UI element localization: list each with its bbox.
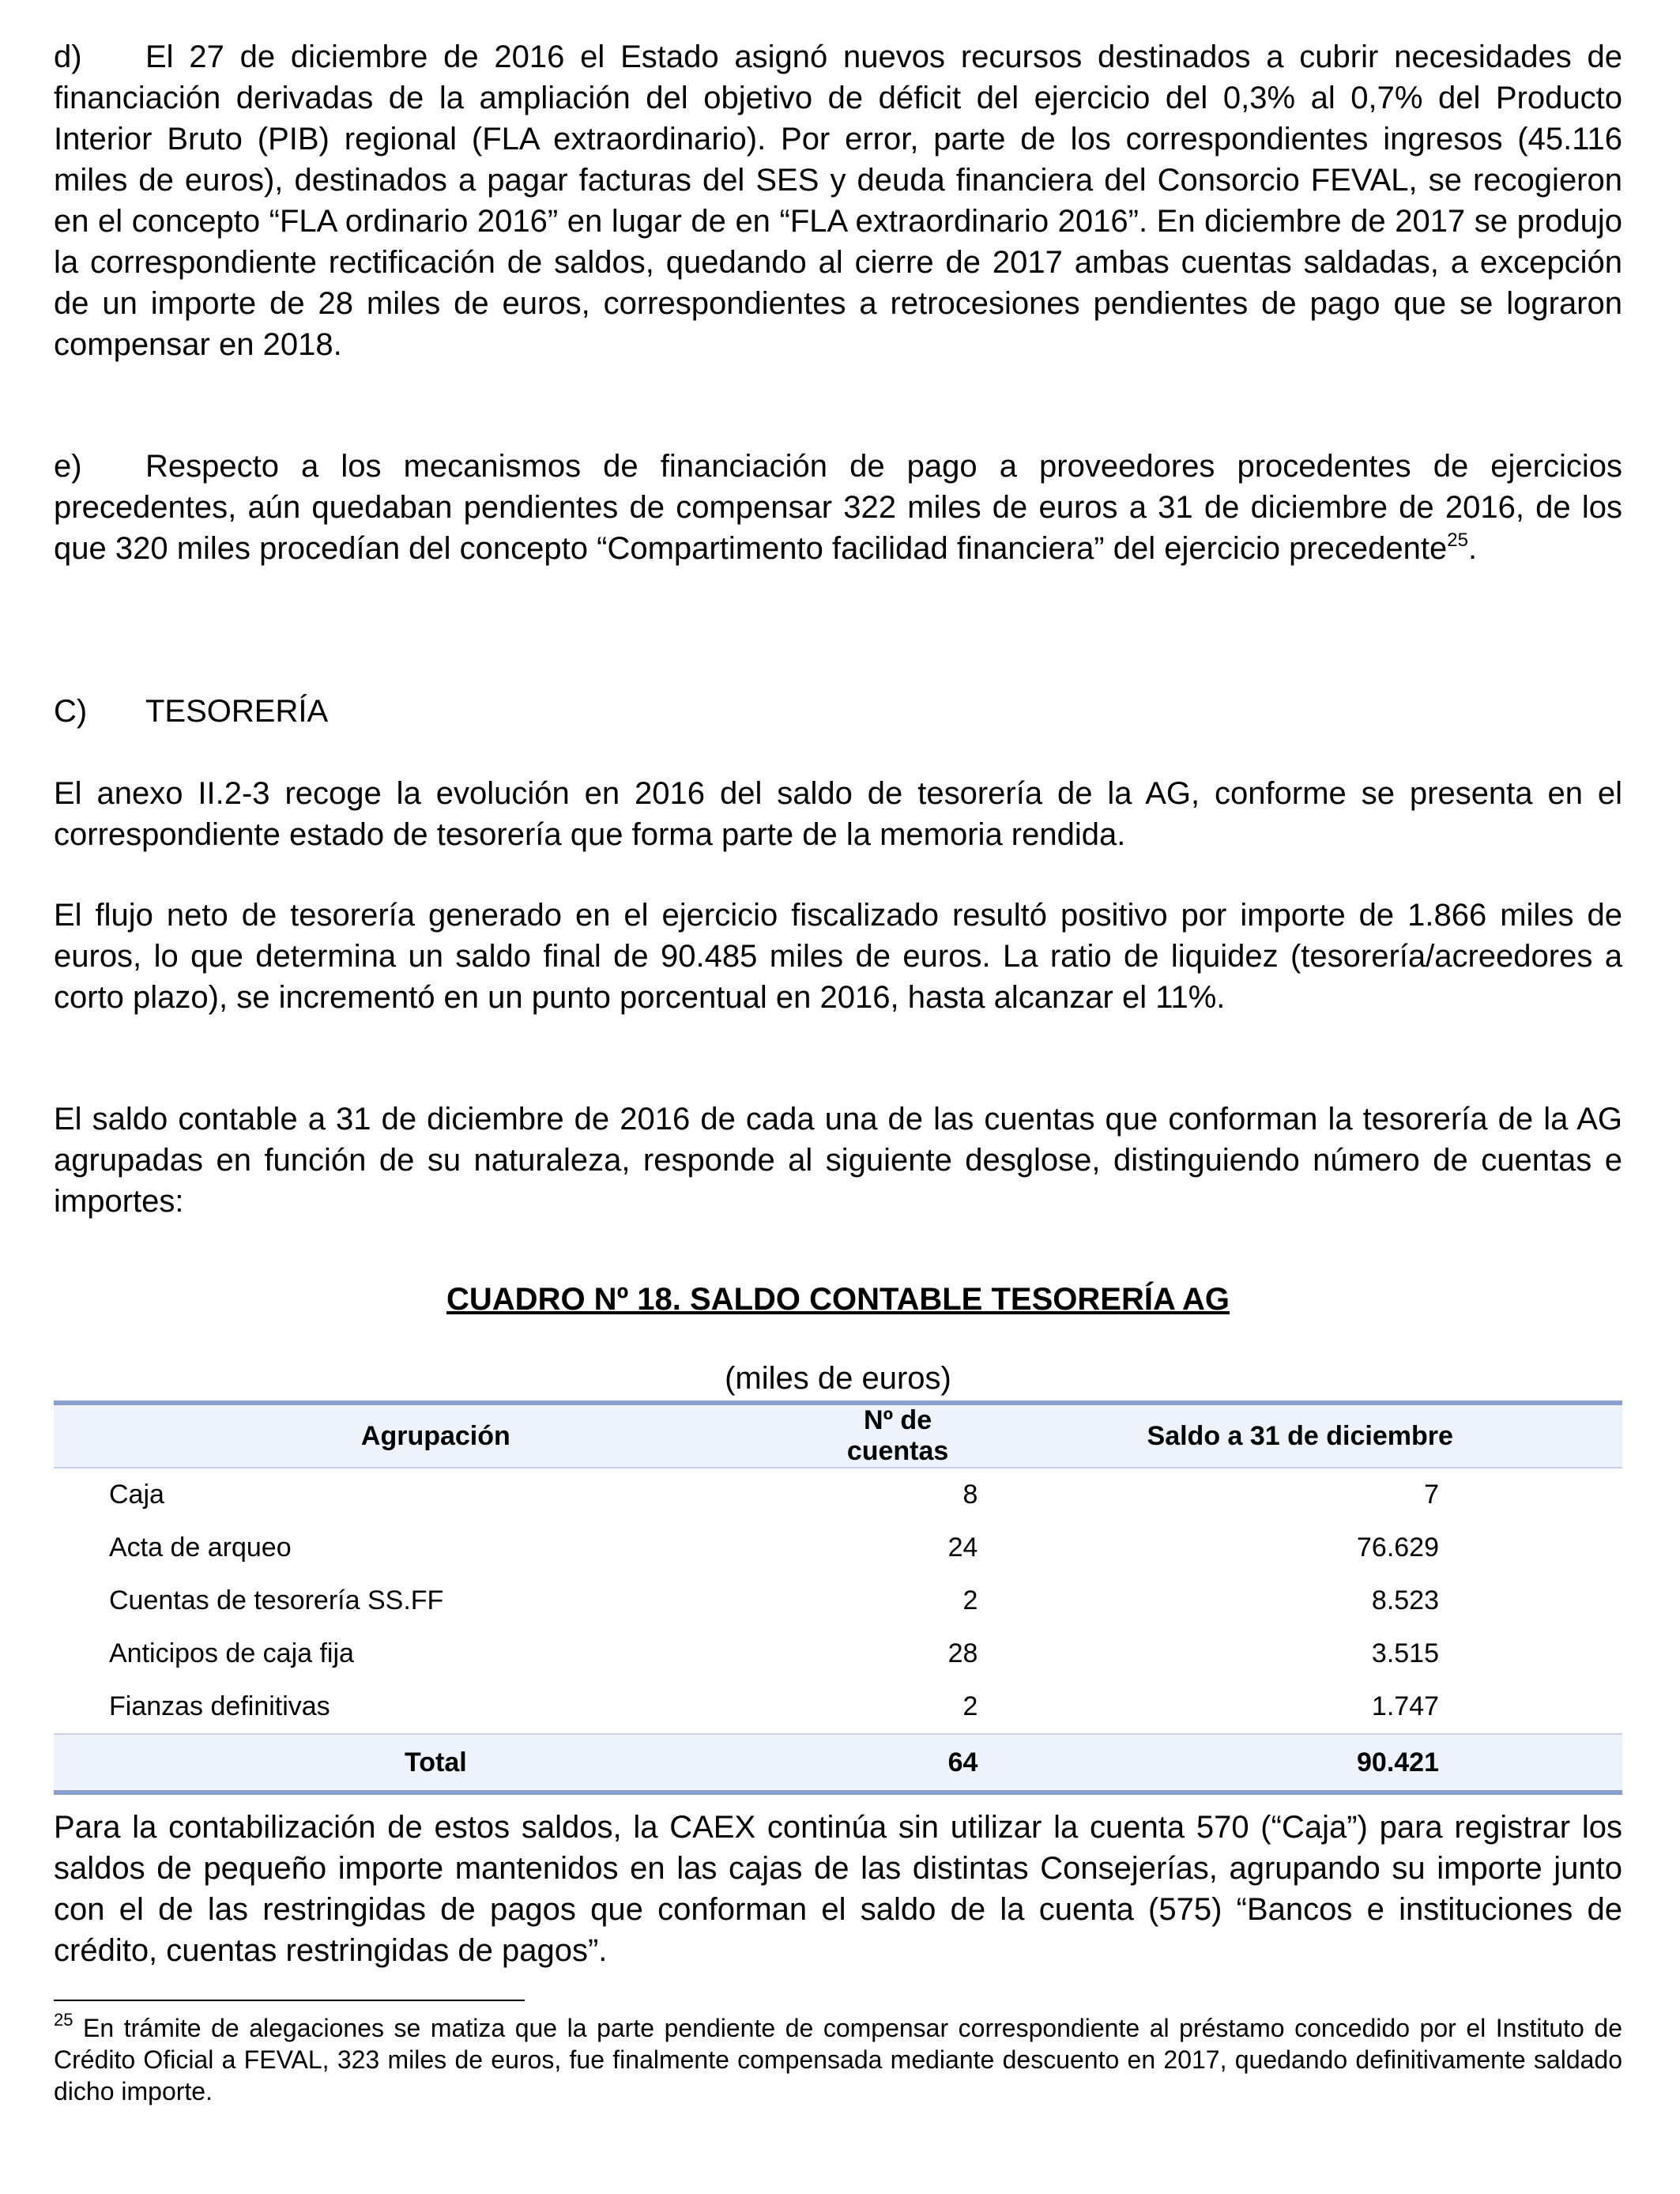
- table-title: CUADRO Nº 18. SALDO CONTABLE TESORERÍA AG: [446, 1282, 1230, 1317]
- paragraph-e: [54, 446, 1622, 569]
- paragraph-saldo: El saldo contable a 31 de diciembre de 2016 de cada una de las cuentas que conforman la tesorería de la AG agrupadas en función de su naturaleza, responde al siguiente desglose, distinguiendo número de cuentas e importes:: [54, 1102, 1622, 1219]
- footnote-ref: 25: [1447, 530, 1468, 551]
- table-row: [54, 1627, 1622, 1680]
- header-saldo: Saldo a 31 de diciembre: [977, 1403, 1622, 1468]
- section-label: C): [54, 694, 88, 729]
- cell-agrupacion: Fianzas definitivas: [109, 1691, 330, 1721]
- cell-saldo: 8.523: [1371, 1585, 1439, 1615]
- table-row: [54, 1574, 1622, 1627]
- cell-num-cuentas: 24: [947, 1532, 978, 1563]
- cell-agrupacion: Cuentas de tesorería SS.FF: [109, 1585, 444, 1615]
- cell-saldo: 3.515: [1371, 1638, 1439, 1668]
- table-row: [54, 1468, 1622, 1521]
- cell-agrupacion: Caja: [109, 1480, 164, 1510]
- paragraph-e-text: Respecto a los mecanismos de financiación de pago a proveedores procedentes de ejercicios precedentes, aún quedaban pendientes de compensar 322 miles de euros a 31 de diciembre de 2016, de los que 320 miles procedían del concepto “Compartimento facilidad financiera” del ejercicio precedente: [54, 449, 1622, 566]
- total-saldo: 90.421: [977, 1734, 1622, 1793]
- cell-num-cuentas: 2: [962, 1691, 978, 1721]
- footnote-text: En trámite de alegaciones se matiza que la parte pendiente de compensar correspondiente al préstamo concedido por el Instituto de Crédito Oficial a FEVAL, 323 miles de euros, fue finalmente compensada mediante descuento en 2017, quedando definitivamente saldado dicho importe.: [54, 2014, 1622, 2105]
- table-header-row: [54, 1403, 1622, 1468]
- paragraph-anexo: El anexo II.2-3 recoge la evolución en 2016 del saldo de tesorería de la AG, conforme se presenta en el correspondiente estado de tesorería que forma parte de la memoria rendida.: [54, 776, 1622, 852]
- table-unit: (miles de euros): [725, 1361, 951, 1396]
- saldo-table: [54, 1400, 1622, 1795]
- cell-saldo: 76.629: [1357, 1532, 1439, 1563]
- table-container: [54, 1400, 1622, 1795]
- cell-agrupacion: Acta de arqueo: [109, 1532, 292, 1563]
- footnote: [54, 2012, 1622, 2107]
- header-agrupacion: Agrupación: [54, 1403, 818, 1468]
- section-heading-tesoreria: [54, 691, 1622, 732]
- table-row: [54, 1680, 1622, 1734]
- total-label: Total: [54, 1734, 818, 1793]
- header-num-cuentas: Nº de cuentas: [818, 1403, 978, 1468]
- footnote-divider: [54, 2000, 525, 2001]
- table-row: [54, 1521, 1622, 1574]
- cell-saldo: 7: [1424, 1480, 1439, 1510]
- paragraph-d-label: d): [54, 40, 82, 74]
- cell-num-cuentas: 8: [962, 1480, 978, 1510]
- cell-num-cuentas: 28: [947, 1638, 978, 1668]
- cell-num-cuentas: 2: [962, 1585, 978, 1615]
- paragraph-contabilizacion: Para la contabilización de estos saldos, la CAEX continúa sin utilizar la cuenta 570 (“Caja”) para registrar los saldos de pequeño importe mantenidos en las cajas de las distintas Consejerías, agrupando su importe junto con el de las restringidas de pagos que conforman el saldo de la cuenta (575) “Bancos e instituciones de crédito, cuentas restringidas de pagos”.: [54, 1810, 1622, 1968]
- paragraph-d: [54, 36, 1622, 365]
- table-total-row: [54, 1734, 1622, 1793]
- paragraph-e-label: e): [54, 449, 82, 484]
- section-title: TESORERÍA: [145, 694, 329, 729]
- paragraph-e-end: .: [1467, 531, 1478, 566]
- cell-saldo: 1.747: [1371, 1691, 1439, 1721]
- paragraph-flujo: El flujo neto de tesorería generado en el ejercicio fiscalizado resultó positivo por importe de 1.866 miles de euros, lo que determina un saldo final de 90.485 miles de euros. La ratio de liquidez (tesorería/acreedores a corto plazo), se incrementó en un punto porcentual en 2016, hasta alcanzar el 11%.: [54, 898, 1622, 1015]
- paragraph-d-text: El 27 de diciembre de 2016 el Estado asignó nuevos recursos destinados a cubrir necesidades de financiación derivadas de la ampliación del objetivo de déficit del ejercicio del 0,3% al 0,7% del Producto Interior Bruto (PIB) regional (FLA extraordinario). Por error, parte de los correspondientes ingresos (45.116 miles de euros), destinados a pagar facturas del SES y deuda financiera del Consorcio FEVAL, se recogieron en el concepto “FLA ordinario 2016” en lugar de en “FLA extraordinario 2016”. En diciembre de 2017 se produjo la correspondiente rectificación de saldos, quedando al cierre de 2017 ambas cuentas saldadas, a excepción de un importe de 28 miles de euros, correspondientes a retrocesiones pendientes de pago que se lograron compensar en 2018.: [54, 40, 1622, 362]
- cell-agrupacion: Anticipos de caja fija: [109, 1638, 354, 1668]
- total-num-cuentas: 64: [818, 1734, 978, 1793]
- footnote-number: 25: [54, 2010, 73, 2030]
